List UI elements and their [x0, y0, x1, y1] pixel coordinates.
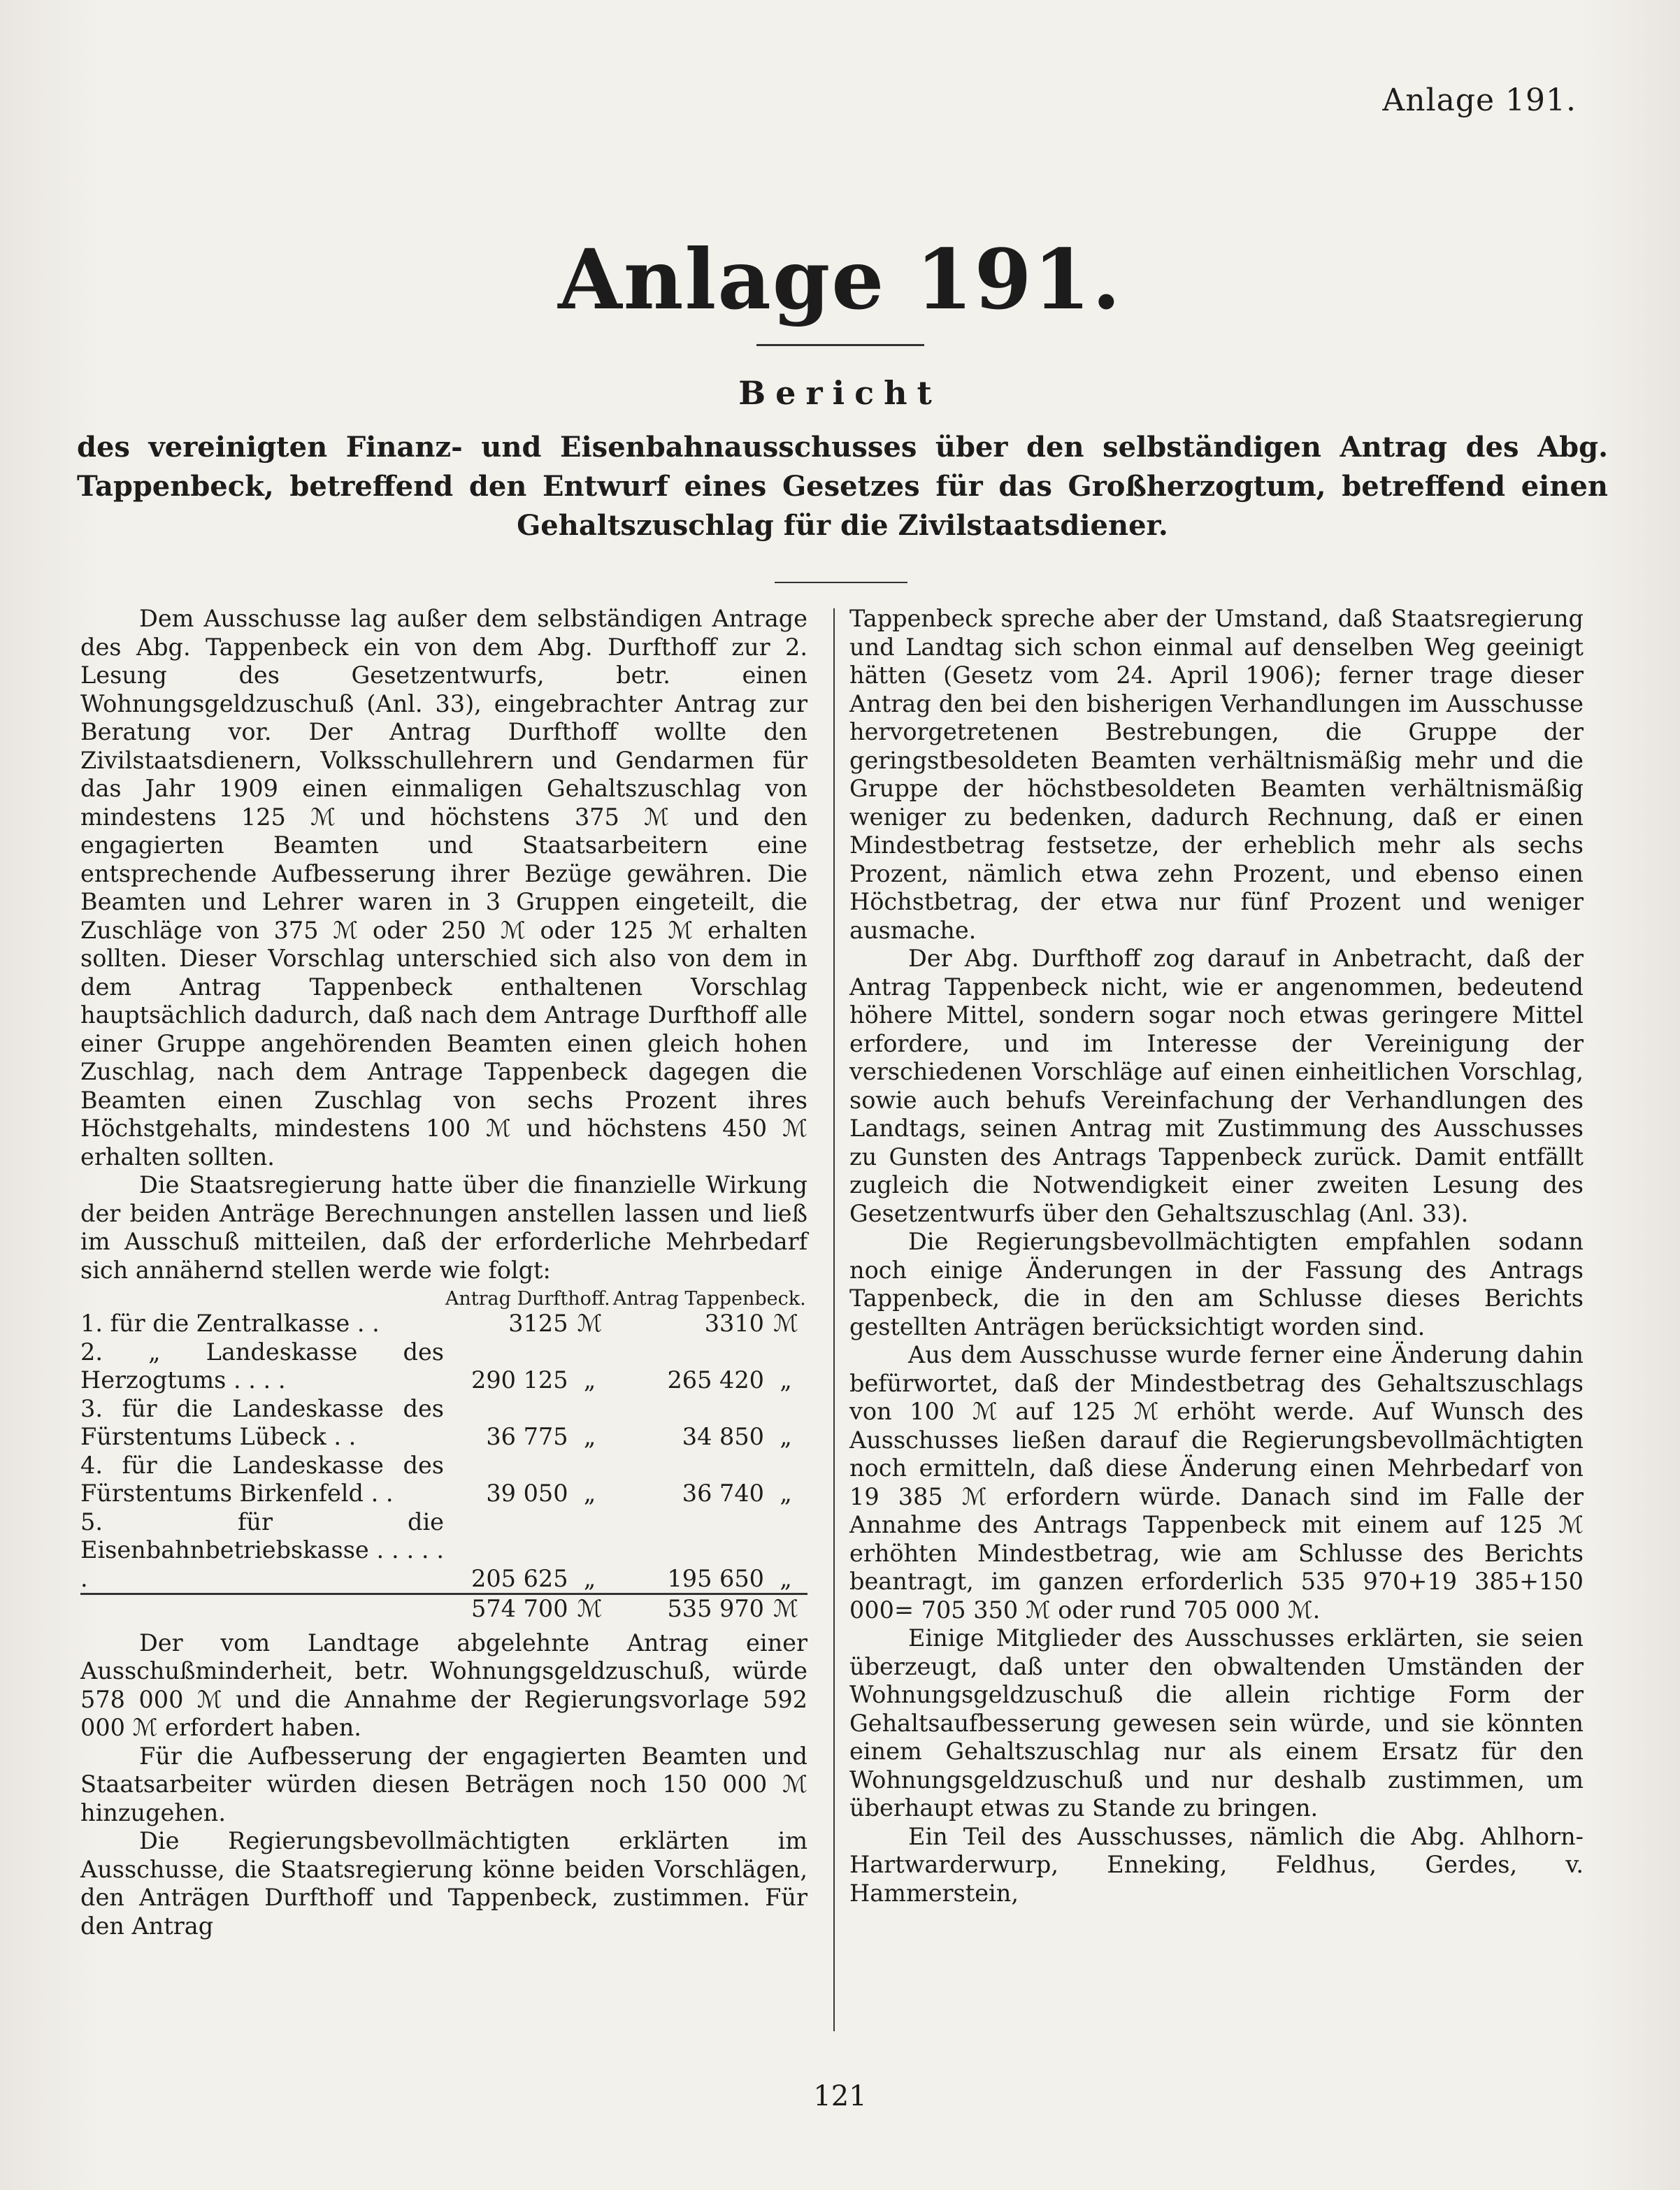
paragraph: Aus dem Ausschusse wurde ferner eine Änderung dahin befürwortet, daß der Mindestbetrag des Gehaltszuschlags von 100 ℳ auf 125 ℳ erhöht werde. Auf Wunsch des Ausschusses ließen darauf die Regierungsbevollmächtigten noch ermitteln, daß diese Änderung einen Mehrbedarf von 19 385 ℳ erfordern würde. Danach sind im Falle der Annahme des Antrags Tappenbeck mit einem auf 125 ℳ erhöhten Mindestbetrag, wie am Schlusse des Berichts beantragt, im ganzen erforderlich 535 970+19 385+150 000= 705 350 ℳ oder rund 705 000 ℳ.: [849, 1341, 1584, 1624]
value-durfthoff: 3125: [508, 1310, 568, 1337]
ditto-mark: „: [780, 1564, 792, 1592]
table-row: [80, 1508, 807, 1594]
value-tappenbeck: 265 420: [667, 1366, 764, 1394]
table-total-row: [80, 1594, 807, 1624]
row-label: 1. für die Zentralkasse . .: [80, 1310, 380, 1337]
paragraph: Tappenbeck spreche aber der Umstand, daß Staatsregierung und Landtag sich schon einmal auf denselben Weg geeinigt hätten (Gesetz vom 24. April 1906); ferner trage dieser Antrag den bei den bisherigen Verhandlungen im Ausschusse hervorgetretenen Bestrebungen, die Gruppe der geringstbesoldeten Beamten verhältnismäßig mehr und die Gruppe der höchstbesoldeten Beamten verhältnismäßig weniger zu bedenken, dadurch Rechnung, daß er einen Mindestbetrag festsetze, der erheblich mehr als sechs Prozent, nämlich etwa zehn Prozent, und ebenso einen Höchstbetrag, der etwa nur fünf Prozent und weniger ausmache.: [849, 605, 1584, 944]
paragraph: Der vom Landtage abgelehnte Antrag einer Ausschußminderheit, betr. Wohnungsgeldzuschuß, würde 578 000 ℳ und die Annahme der Regierungsvorlage 592 000 ℳ erfordert haben.: [80, 1629, 807, 1741]
column-divider: [833, 608, 835, 2031]
paragraph: Ein Teil des Ausschusses, nämlich die Abg. Ahlhorn-Hartwarderwurp, Enneking, Feldhus, Gerdes, v. Hammerstein,: [849, 1822, 1584, 1907]
ditto-mark: „: [583, 1480, 596, 1507]
page-number: 121: [813, 2080, 867, 2112]
running-head: Anlage 191.: [1382, 83, 1577, 118]
page-title: Anlage 191.: [558, 231, 1122, 328]
paragraph: Die Regierungsbevollmächtigten erklärten im Ausschusse, die Staatsregierung könne beiden Vorschlägen, den Anträgen Durfthoff und Tappenbeck, zustimmen. Für den Antrag: [80, 1827, 807, 1940]
currency-unit: ℳ: [773, 1310, 798, 1337]
value-tappenbeck: 34 850: [682, 1423, 764, 1450]
table-row: [80, 1338, 807, 1395]
paragraph: Einige Mitglieder des Ausschusses erklärten, sie seien überzeugt, daß unter den obwaltenden Umständen der Wohnungsgeldzuschuß die allein richtige Form der Gehaltsaufbesserung gewesen sein würde, und sie könnten einem Gehaltszuschlag nur als einem Ersatz für den Wohnungsgeldzuschuß und nur deshalb zustimmen, um überhaupt etwas zu Stande zu bringen.: [849, 1624, 1584, 1822]
cost-table: [80, 1289, 807, 1624]
value-durfthoff: 205 625: [471, 1564, 568, 1592]
paragraph: Für die Aufbesserung der engagierten Beamten und Staatsarbeiter würden diesen Beträgen noch 150 000 ℳ hinzugehen.: [80, 1742, 807, 1826]
ditto-mark: „: [780, 1366, 792, 1394]
value-tappenbeck: 3310: [704, 1310, 764, 1337]
value-durfthoff: 39 050: [486, 1480, 568, 1507]
table-row: [80, 1310, 807, 1338]
currency-unit: ℳ: [568, 1594, 612, 1624]
title-rule: [756, 344, 924, 346]
currency-unit: ℳ: [764, 1594, 807, 1624]
report-heading: des vereinigten Finanz- und Eisenbahnausschusses über den selbständigen Antrag des Abg. Tappenbeck, betreffend den Entwurf eines Gesetzes für das Großherzogtum, betreffend einen Gehaltszuschlag für die Zivilstaatsdiener.: [77, 431, 1608, 542]
total-durfthoff: 574 700: [444, 1594, 568, 1624]
right-column: [849, 605, 1584, 1908]
row-label: 2. „ Landeskasse des Herzogtums . . . .: [80, 1338, 444, 1394]
table-header-row: [80, 1289, 807, 1310]
paragraph: Dem Ausschusse lag außer dem selbständigen Antrage des Abg. Tappenbeck ein von dem Abg. Durfthoff zur 2. Lesung des Gesetzentwurfs, betr. einen Wohnungsgeldzuschuß (Anl. 33), eingebrachter Antrag zur Beratung vor. Der Antrag Durfthoff wollte den Zivilstaatsdienern, Volksschullehrern und Gendarmen für das Jahr 1909 einen einmaligen Gehaltszuschlag von mindestens 125 ℳ und höchstens 375 ℳ und den engagierten Beamten und Staatsarbeitern eine entsprechende Aufbesserung ihrer Bezüge gewähren. Die Beamten und Lehrer waren in 3 Gruppen eingeteilt, die Zuschläge von 375 ℳ oder 250 ℳ oder 125 ℳ erhalten sollten. Dieser Vorschlag unterschied sich also von dem in dem Antrag Tappenbeck enthaltenen Vorschlag hauptsächlich dadurch, daß nach dem Antrage Durfthoff alle einer Gruppe angehörenden Beamten einen gleich hohen Zuschlag, nach dem Antrage Tappenbeck dagegen die Beamten einen Zuschlag von sechs Prozent ihres Höchstgehalts, mindestens 100 ℳ und höchstens 450 ℳ erhalten sollten.: [80, 605, 807, 1171]
table-row: [80, 1395, 807, 1452]
currency-unit: ℳ: [577, 1310, 603, 1337]
column-header-tappenbeck: Antrag Tappenbeck.: [612, 1288, 806, 1310]
value-durfthoff: 36 775: [486, 1423, 568, 1450]
left-column: [80, 605, 807, 1940]
row-label: 5. für die Eisenbahnbetriebskasse . . . . . .: [80, 1508, 444, 1592]
row-label: 3. für die Landeskasse des Fürstentums Lübeck . .: [80, 1394, 444, 1450]
ditto-mark: „: [583, 1366, 596, 1394]
value-tappenbeck: 36 740: [682, 1480, 764, 1507]
paragraph: Die Staatsregierung hatte über die finanzielle Wirkung der beiden Anträge Berechnungen anstellen lassen und ließ im Ausschuß mitteilen, daß der erforderliche Mehrbedarf sich annähernd stellen werde wie folgt:: [80, 1171, 807, 1284]
report-subtitle: Bericht: [738, 374, 942, 412]
ditto-mark: „: [780, 1423, 792, 1450]
heading-rule: [775, 582, 907, 583]
total-tappenbeck: 535 970: [612, 1594, 764, 1624]
paragraph: Die Regierungsbevollmächtigten empfahlen sodann noch einige Änderungen in der Fassung des Antrags Tappenbeck, die in den am Schlusse dieses Berichts gestellten Anträgen berücksichtigt worden sind.: [849, 1228, 1584, 1340]
ditto-mark: „: [583, 1564, 596, 1592]
value-durfthoff: 290 125: [471, 1366, 568, 1394]
table-row: [80, 1452, 807, 1508]
paragraph: Der Abg. Durfthoff zog darauf in Anbetracht, daß der Antrag Tappenbeck nicht, wie er angenommen, bedeutend höhere Mittel, sondern sogar noch etwas geringere Mittel erfordere, und im Interesse der Vereinigung der verschiedenen Vorschläge auf einen einheitlichen Vorschlag, sowie auch behufs Vereinfachung der Verhandlungen des Landtags, seinen Antrag mit Zustimmung des Ausschusses zu Gunsten des Antrags Tappenbeck zurück. Damit entfällt zugleich die Notwendigkeit einer zweiten Lesung des Gesetzentwurfs über den Gehaltszuschlag (Anl. 33).: [849, 945, 1584, 1227]
row-label: 4. für die Landeskasse des Fürstentums Birkenfeld . .: [80, 1451, 444, 1507]
value-tappenbeck: 195 650: [667, 1564, 764, 1592]
column-header-durfthoff: Antrag Durfthoff.: [445, 1288, 610, 1310]
ditto-mark: „: [780, 1480, 792, 1507]
ditto-mark: „: [583, 1423, 596, 1450]
